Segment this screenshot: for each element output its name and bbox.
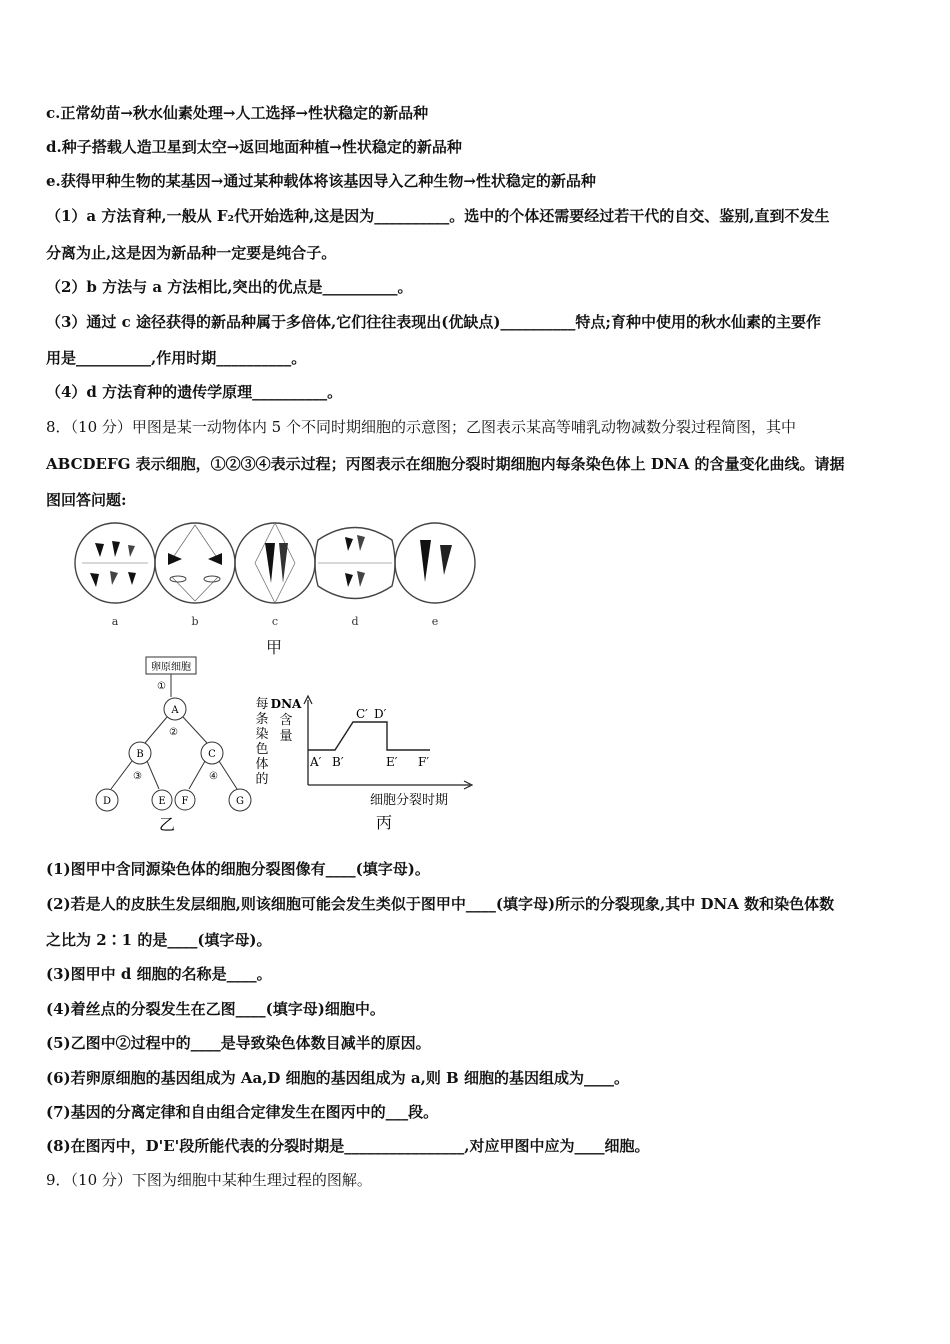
node-c: C bbox=[208, 749, 216, 760]
q7-part3-line2: 用是__________,作用时期__________。 bbox=[46, 349, 307, 367]
y-title-3: 染 bbox=[255, 727, 269, 742]
node-e: E bbox=[158, 796, 166, 807]
cell-label-e: e bbox=[431, 615, 439, 628]
point-b: B′ bbox=[332, 755, 344, 769]
q8-sub8: (8)在图丙中，D'E'段所能代表的分裂时期是________________,对应甲图中应为____细胞。 bbox=[46, 1137, 650, 1155]
node-a: A bbox=[171, 705, 179, 716]
q8-sub2-line2: 之比为 2∶1 的是____(填字母)。 bbox=[46, 931, 272, 949]
point-e: E′ bbox=[386, 755, 398, 769]
figure-bing bbox=[250, 690, 480, 835]
q8-sub7: (7)基因的分离定律和自由组合定律发生在图丙中的___段。 bbox=[46, 1103, 439, 1121]
node-f: F bbox=[181, 796, 189, 807]
node-g: G bbox=[236, 796, 244, 807]
q9-intro: 9．（10 分）下图为细胞中某种生理过程的图解。 bbox=[46, 1171, 372, 1189]
oogonium-label: 卵原细胞 bbox=[151, 662, 191, 673]
figure-jia-caption: 甲 bbox=[265, 638, 283, 657]
x-axis-label: 细胞分裂时期 bbox=[370, 793, 449, 808]
option-c: c.正常幼苗→秋水仙素处理→人工选择→性状稳定的新品种 bbox=[46, 104, 429, 122]
cell-a bbox=[75, 523, 155, 603]
y-title-2: 条 bbox=[255, 712, 269, 727]
q8-sub4: (4)着丝点的分裂发生在乙图____(填字母)细胞中。 bbox=[46, 1000, 385, 1018]
step-4: ④ bbox=[209, 771, 218, 782]
option-d: d.种子搭载人造卫星到太空→返回地面种植→性状稳定的新品种 bbox=[46, 138, 462, 156]
q8-sub3: (3)图甲中 d 细胞的名称是____。 bbox=[46, 965, 272, 983]
y-title-4: 色 bbox=[255, 742, 269, 757]
cell-label-c: c bbox=[271, 615, 279, 628]
cell-label-a: a bbox=[111, 615, 119, 628]
q8-sub1: (1)图甲中含同源染色体的细胞分裂图像有____(填字母)。 bbox=[46, 860, 430, 878]
step-1: ① bbox=[157, 681, 166, 692]
y-title-5: 体 bbox=[255, 757, 269, 772]
q8-sub5: (5)乙图中②过程中的____是导致染色体数目减半的原因。 bbox=[46, 1034, 431, 1052]
figure-yi-caption: 乙 bbox=[158, 815, 176, 834]
cell-label-d: d bbox=[351, 615, 359, 628]
q8-intro-line1: 8．（10 分）甲图是某一动物体内 5 个不同时期细胞的示意图；乙图表示某高等哺乳动物减数分裂过程简图，其中 bbox=[46, 418, 796, 436]
point-a: A′ bbox=[310, 755, 322, 769]
cell-b bbox=[155, 523, 235, 603]
step-3: ③ bbox=[133, 771, 142, 782]
node-b: B bbox=[136, 749, 144, 760]
q7-part1-line1: （1）a 方法育种,一般从 F₂代开始选种,这是因为__________。选中的个体还需要经过若干代的自交、鉴别,直到不发生 bbox=[46, 207, 830, 225]
y-title-1: 每 bbox=[255, 697, 269, 712]
q7-part3-line1: （3）通过 c 途径获得的新品种属于多倍体,它们往往表现出(优缺点)__________特点;育种中使用的秋水仙素的主要作 bbox=[46, 313, 821, 331]
cell-e bbox=[395, 523, 475, 603]
q8-intro-line2: ABCDEFG 表示细胞，①②③④表示过程；丙图表示在细胞分裂时期细胞内每条染色体上 DNA 的含量变化曲线。请据 bbox=[46, 455, 845, 473]
point-c: C′ bbox=[356, 707, 368, 721]
cell-d bbox=[315, 528, 395, 599]
y-label-han: 含 bbox=[279, 713, 293, 728]
q8-sub2-line1: (2)若是人的皮肤生发层细胞,则该细胞可能会发生类似于图甲中____(填字母)所示的分裂现象,其中 DNA 数和染色体数 bbox=[46, 895, 835, 913]
cell-label-b: b bbox=[191, 615, 199, 628]
step-2: ② bbox=[169, 727, 178, 738]
y-label-dna: DNA bbox=[270, 697, 302, 711]
q8-intro-line3: 图回答问题: bbox=[46, 491, 127, 509]
point-f: F′ bbox=[418, 755, 430, 769]
q7-part1-line2: 分离为止,这是因为新品种一定要是纯合子。 bbox=[46, 244, 337, 262]
option-e: e.获得甲种生物的某基因→通过某种载体将该基因导入乙种生物→性状稳定的新品种 bbox=[46, 172, 596, 190]
figure-yi bbox=[85, 655, 265, 835]
y-title-6: 的 bbox=[255, 772, 269, 787]
figure-bing-caption: 丙 bbox=[375, 813, 393, 832]
y-label-liang: 量 bbox=[279, 729, 293, 744]
cell-c bbox=[235, 523, 315, 603]
q8-sub6: (6)若卵原细胞的基因组成为 Aa,D 细胞的基因组成为 a,则 B 细胞的基因组成为____。 bbox=[46, 1069, 629, 1087]
node-d: D bbox=[102, 796, 112, 807]
q7-part4: （4）d 方法育种的遗传学原理__________。 bbox=[46, 383, 343, 401]
figure-jia bbox=[60, 515, 500, 665]
point-d: D′ bbox=[374, 707, 387, 721]
q7-part2: （2）b 方法与 a 方法相比,突出的优点是__________。 bbox=[46, 278, 413, 296]
